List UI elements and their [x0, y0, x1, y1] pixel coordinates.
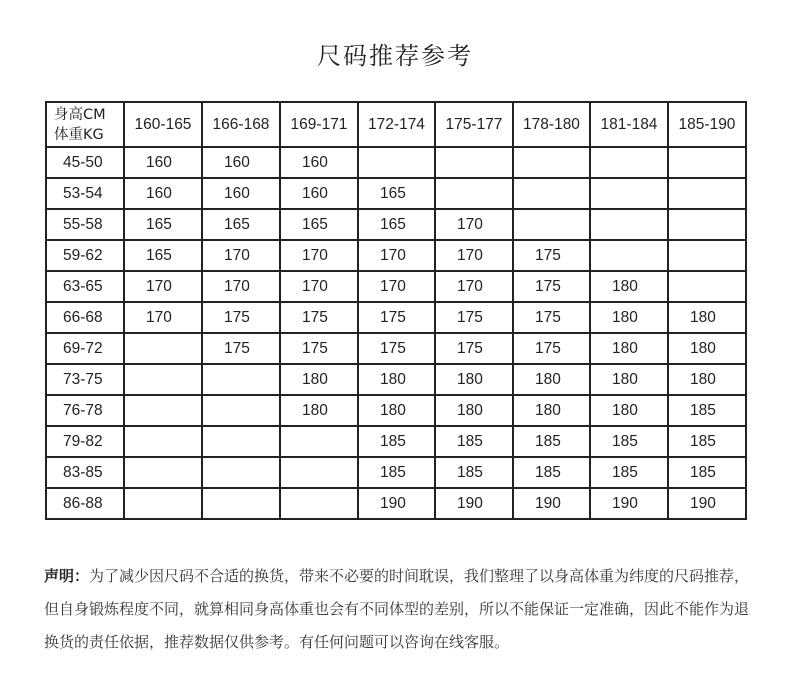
- size-cell: 175: [358, 333, 435, 364]
- size-cell: [124, 426, 202, 457]
- weight-range-cell: 53-54: [46, 178, 124, 209]
- size-cell: [668, 209, 746, 240]
- weight-range-cell: 76-78: [46, 395, 124, 426]
- size-cell: 160: [202, 147, 280, 178]
- size-cell: [668, 240, 746, 271]
- height-range-header: 175-177: [435, 102, 513, 147]
- size-cell: 175: [280, 302, 358, 333]
- size-cell: 175: [513, 302, 590, 333]
- size-cell: 165: [358, 178, 435, 209]
- size-cell: 160: [280, 178, 358, 209]
- table-row: [46, 240, 746, 271]
- size-cell: [668, 271, 746, 302]
- weight-range-cell: 66-68: [46, 302, 124, 333]
- size-cell: 185: [668, 395, 746, 426]
- page-title: 尺码推荐参考: [317, 42, 473, 70]
- table-row: [46, 457, 746, 488]
- statement-label: 声明：: [44, 567, 90, 585]
- size-cell: 185: [435, 457, 513, 488]
- table-header-row: [46, 102, 746, 147]
- weight-range-cell: 79-82: [46, 426, 124, 457]
- size-cell: [358, 147, 435, 178]
- size-cell: 175: [435, 302, 513, 333]
- size-cell: 175: [202, 333, 280, 364]
- size-cell: [280, 488, 358, 519]
- size-cell: 175: [513, 271, 590, 302]
- size-cell: [590, 209, 668, 240]
- size-cell: [513, 178, 590, 209]
- disclaimer-statement: [44, 560, 754, 659]
- size-cell: 175: [358, 302, 435, 333]
- size-cell: 175: [280, 333, 358, 364]
- table-row: [46, 178, 746, 209]
- size-cell: 180: [668, 302, 746, 333]
- table-row: [46, 209, 746, 240]
- size-cell: 160: [124, 178, 202, 209]
- size-cell: 185: [590, 457, 668, 488]
- size-cell: 175: [435, 333, 513, 364]
- size-cell: [124, 333, 202, 364]
- table-row: [46, 426, 746, 457]
- size-cell: 175: [513, 240, 590, 271]
- height-range-header: 166-168: [202, 102, 280, 147]
- size-cell: 180: [668, 333, 746, 364]
- size-cell: [202, 457, 280, 488]
- height-range-header: 160-165: [124, 102, 202, 147]
- size-cell: 185: [668, 426, 746, 457]
- size-cell: 180: [435, 364, 513, 395]
- weight-range-cell: 63-65: [46, 271, 124, 302]
- size-cell: 185: [513, 426, 590, 457]
- weight-range-cell: 83-85: [46, 457, 124, 488]
- size-cell: [668, 178, 746, 209]
- weight-range-cell: 59-62: [46, 240, 124, 271]
- size-cell: 180: [280, 364, 358, 395]
- size-cell: 175: [513, 333, 590, 364]
- size-cell: 170: [435, 271, 513, 302]
- size-cell: 180: [513, 364, 590, 395]
- weight-range-cell: 86-88: [46, 488, 124, 519]
- size-cell: [435, 178, 513, 209]
- size-cell: 170: [358, 240, 435, 271]
- height-range-header: 169-171: [280, 102, 358, 147]
- size-cell: 185: [435, 426, 513, 457]
- weight-unit-label: 体重KG: [54, 126, 104, 143]
- size-cell: [590, 147, 668, 178]
- table-row: [46, 147, 746, 178]
- size-cell: [202, 488, 280, 519]
- table-corner-header: [46, 102, 124, 147]
- size-cell: 180: [590, 364, 668, 395]
- height-range-header: 178-180: [513, 102, 590, 147]
- weight-range-cell: 73-75: [46, 364, 124, 395]
- size-cell: 190: [590, 488, 668, 519]
- size-cell: [590, 178, 668, 209]
- size-cell: 180: [590, 302, 668, 333]
- height-range-header: 185-190: [668, 102, 746, 147]
- size-cell: 180: [590, 271, 668, 302]
- size-cell: 170: [280, 240, 358, 271]
- table-row: [46, 302, 746, 333]
- size-cell: [124, 364, 202, 395]
- size-cell: 190: [668, 488, 746, 519]
- size-cell: 180: [358, 395, 435, 426]
- size-cell: 165: [124, 240, 202, 271]
- size-cell: [513, 209, 590, 240]
- size-cell: 185: [358, 457, 435, 488]
- size-cell: [280, 457, 358, 488]
- size-cell: 170: [202, 240, 280, 271]
- size-cell: 180: [435, 395, 513, 426]
- size-cell: 180: [590, 395, 668, 426]
- table-row: [46, 395, 746, 426]
- size-cell: 160: [202, 178, 280, 209]
- table-row: [46, 364, 746, 395]
- statement-text: 为了减少因尺码不合适的换货，带来不必要的时间耽误，我们整理了以身高体重为纬度的尺码推荐，但自身锻炼程度不同，就算相同身高体重也会有不同体型的差别，所以不能保证一定准确，因此不能作为退换货的责任依据，推荐数据仅供参考。有任何问题可以咨询在线客服。: [44, 567, 750, 651]
- size-cell: [202, 426, 280, 457]
- size-cell: [202, 395, 280, 426]
- size-cell: 165: [124, 209, 202, 240]
- size-cell: [590, 240, 668, 271]
- size-cell: 170: [124, 271, 202, 302]
- size-cell: 190: [358, 488, 435, 519]
- table-row: [46, 271, 746, 302]
- size-cell: 185: [513, 457, 590, 488]
- size-cell: 190: [435, 488, 513, 519]
- size-cell: 170: [358, 271, 435, 302]
- table-row: [46, 488, 746, 519]
- size-cell: 185: [358, 426, 435, 457]
- size-cell: [280, 426, 358, 457]
- size-cell: [435, 147, 513, 178]
- size-cell: [202, 364, 280, 395]
- size-cell: 170: [280, 271, 358, 302]
- size-cell: 170: [124, 302, 202, 333]
- height-range-header: 172-174: [358, 102, 435, 147]
- size-cell: [124, 457, 202, 488]
- size-cell: 170: [202, 271, 280, 302]
- size-cell: 165: [202, 209, 280, 240]
- size-cell: [124, 488, 202, 519]
- size-cell: 190: [513, 488, 590, 519]
- height-unit-label: 身高CM: [54, 106, 106, 123]
- size-cell: 180: [668, 364, 746, 395]
- size-cell: 165: [280, 209, 358, 240]
- size-cell: 180: [358, 364, 435, 395]
- size-cell: 170: [435, 240, 513, 271]
- size-cell: [668, 147, 746, 178]
- size-cell: 165: [358, 209, 435, 240]
- size-cell: 175: [202, 302, 280, 333]
- size-cell: 180: [280, 395, 358, 426]
- size-cell: 185: [590, 426, 668, 457]
- size-cell: [124, 395, 202, 426]
- size-cell: 185: [668, 457, 746, 488]
- weight-range-cell: 69-72: [46, 333, 124, 364]
- weight-range-cell: 55-58: [46, 209, 124, 240]
- size-cell: [513, 147, 590, 178]
- height-range-header: 181-184: [590, 102, 668, 147]
- size-cell: 180: [513, 395, 590, 426]
- size-cell: 160: [124, 147, 202, 178]
- table-row: [46, 333, 746, 364]
- weight-range-cell: 45-50: [46, 147, 124, 178]
- size-cell: 170: [435, 209, 513, 240]
- size-cell: 180: [590, 333, 668, 364]
- size-recommendation-table: [45, 101, 747, 520]
- size-cell: 160: [280, 147, 358, 178]
